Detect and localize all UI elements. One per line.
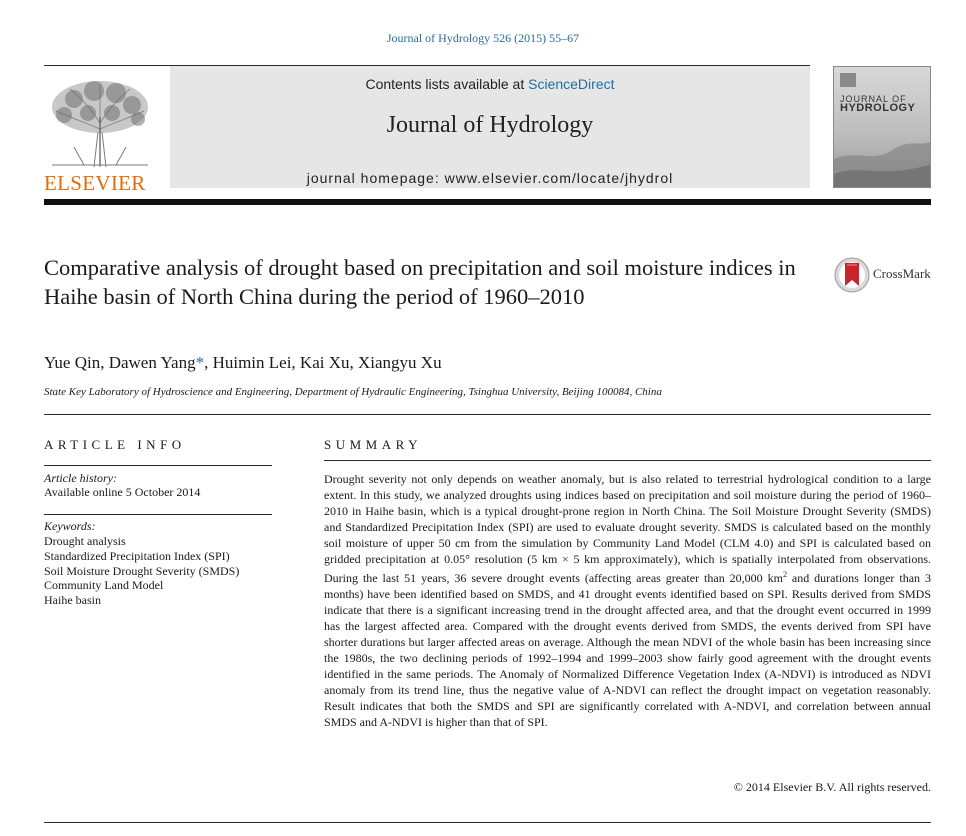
keywords-list [44, 534, 239, 608]
crossmark-label: CrossMark [873, 266, 931, 281]
keywords-rule [44, 514, 272, 515]
keyword-item: Drought analysis [44, 534, 126, 548]
contents-prefix: Contents lists available at [365, 76, 529, 92]
header-thick-bar [44, 199, 931, 205]
authors-lead: Yue Qin, Dawen Yang [44, 353, 196, 372]
article-history-value: Available online 5 October 2014 [44, 485, 201, 499]
summary-part2: and durations longer than 3 months) have been identified based on SMDS, and 41 drought events identified based on SPI. Results derived from SMDS indicate that there is a significant increasing trend in the drought affected area, and that the drought event occurred in 1999 has the largest affected area. Compared with the drought events derived from SMDS, the events derived from SPI have shorter durations but larger affected areas on average. Although the mean NDVI of the whole basin has been increasing since the 1980s, the two declining periods of 1992–1994 and 1999–2003 show fairly good agreement with the drought events identified in the same periods. The Anomaly of Normalized Difference Vegetation Index (A-NDVI) is introduced as NDVI anomaly from its trend line, thus the negative value of A-NDVI can reflect the drought impact on vegetation reasonably. Result indicates that both the SMDS and SPI are significantly correlated with A-NDVI, and correlation between annual SMDS and A-NDVI is higher than that of SPI. [324, 571, 931, 729]
authors-rest: , Huimin Lei, Kai Xu, Xiangyu Xu [204, 353, 442, 372]
article-info-rule [44, 465, 272, 466]
footer-rule [44, 822, 931, 823]
summary-text [324, 471, 931, 730]
article-history-label: Article history: [44, 471, 117, 485]
contents-line [170, 76, 810, 92]
elsevier-logo[interactable] [44, 75, 162, 193]
summary-rule [324, 460, 931, 461]
journal-title[interactable]: Journal of Hydrology [386, 112, 594, 138]
keywords-label: Keywords: [44, 519, 96, 533]
cover-title-line1: JOURNAL OF [840, 94, 907, 104]
cover-logo-icon [838, 71, 858, 89]
article-title: Comparative analysis of drought based on precipitation and soil moisture indices in Haihe basin of North China during the period of 1960–2010 [44, 255, 796, 309]
keyword-item: Community Land Model [44, 578, 164, 593]
summary-heading: SUMMARY [324, 437, 422, 452]
keyword-item: Standardized Precipitation Index (SPI) [44, 548, 230, 563]
article-info-heading: ARTICLE INFO [44, 437, 186, 452]
journal-citation[interactable]: Journal of Hydrology 526 (2015) 55–67 [386, 31, 580, 45]
summary-superscript: 2 [782, 570, 787, 579]
author-affiliation: State Key Laboratory of Hydroscience and Engineering, Department of Hydraulic Engineering, Tsinghua University, Beijing 100084, China [44, 386, 662, 398]
summary-part1: Drought severity not only depends on weather anomaly, but is also related to terrestrial hydrological condition to a large extent. In this study, we analyzed droughts using indices based on precipitation and soil moisture during the period of 1960–2010 in Haihe basin, which is a typical drought-prone region in North China. The Soil Moisture Drought Severity (SMDS) and Standardized Precipitation Index (SPI) are used to evaluate drought severity. SMDS is calculated based on the monthly soil moisture of upper 50 cm from the simulation by Community Land Model (CLM 4.0) and SPI is calculated based on gridded precipitation at 0.05° resolution (5 km × 5 km approximately), which is spatially interpolated from observations. During the last 51 years, 36 severe drought events (affecting areas greater than 20,000 km [324, 472, 931, 585]
copyright-notice: © 2014 Elsevier B.V. All rights reserved. [733, 780, 931, 794]
corresponding-author-link[interactable]: * [195, 353, 205, 372]
cover-photo-icon [834, 119, 931, 188]
crossmark-icon [834, 257, 870, 293]
section-divider [44, 414, 931, 415]
keyword-item: Haihe basin [44, 593, 101, 608]
elsevier-wordmark: ELSEVIER [44, 171, 146, 195]
sciencedirect-link[interactable]: ScienceDirect [528, 76, 615, 92]
cover-title-line2: HYDROLOGY [840, 102, 916, 114]
crossmark-button[interactable] [834, 257, 934, 293]
cover-title [840, 95, 915, 113]
elsevier-tree-icon [44, 77, 156, 169]
journal-cover-image[interactable] [833, 66, 931, 188]
keyword-item: Soil Moisture Drought Severity (SMDS) [44, 563, 240, 578]
journal-masthead [170, 66, 810, 188]
journal-homepage[interactable]: journal homepage: www.elsevier.com/locate/jhydrol [306, 170, 674, 186]
author-list [44, 353, 442, 373]
